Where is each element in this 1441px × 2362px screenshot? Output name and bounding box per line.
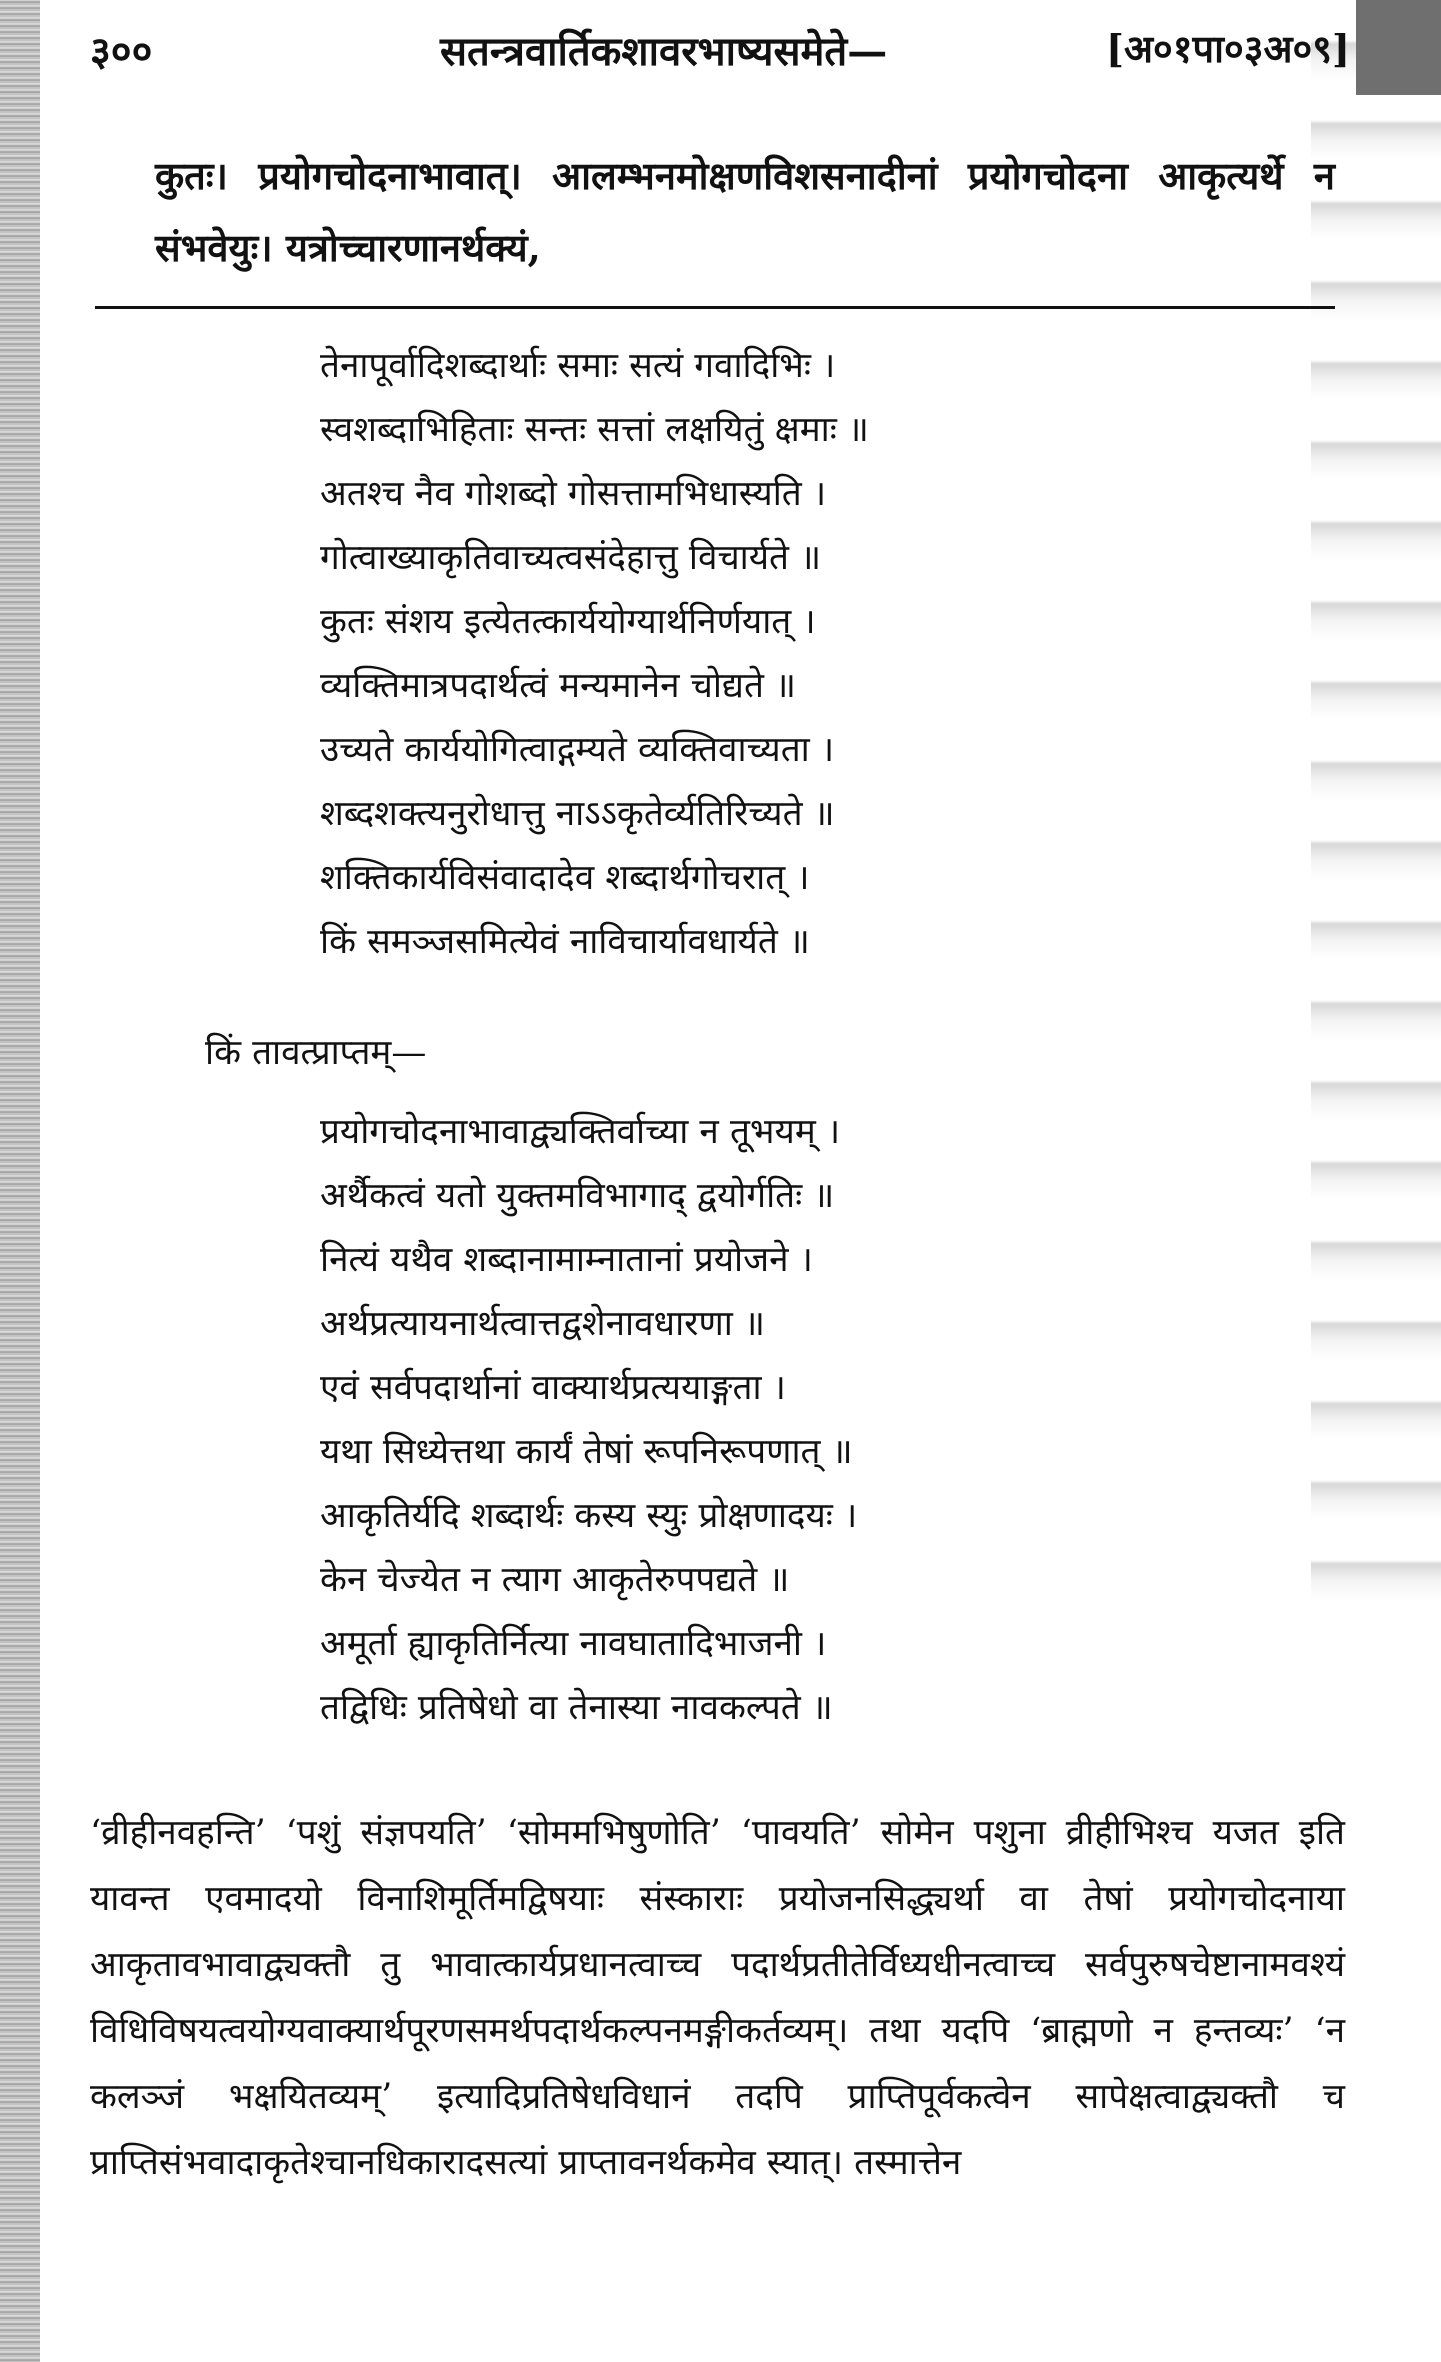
page-number: ३०० — [90, 28, 153, 75]
verse-line: अर्थप्रत्यायनार्थत्वात्तद्वशेनावधारणा ॥ — [320, 1304, 765, 1344]
page-corner-shadow — [1356, 0, 1441, 95]
verse-line: तद्विधिः प्रतिषेधो वा तेनास्या नावकल्पते ॥ — [320, 1688, 833, 1728]
bhashya-text: कुतः। प्रयोगचोदनाभावात्। आलम्भनमोक्षणविशसनादीनां प्रयोगचोदना आकृत्यर्थे न संभवेयुः। यत्रोच्चारणानर्थक्यं, — [155, 153, 1335, 270]
purvapaksha-heading: किं तावत्प्राप्तम्— — [205, 1033, 427, 1073]
verse-line: एवं सर्वपदार्थानां वाक्यार्थप्रत्ययाङ्गता । — [320, 1368, 786, 1408]
verse-line: गोत्वाख्याकृतिवाच्यत्वसंदेहात्तु विचार्यते ॥ — [320, 538, 822, 578]
verse-line: तेनापूर्वादिशब्दार्थाः समाः सत्यं गवादिभिः । — [320, 346, 836, 386]
verse-line: अमूर्ता ह्याकृतिर्नित्या नावघातादिभाजनी । — [320, 1624, 827, 1664]
verse-block-2 — [320, 1100, 1220, 1740]
verse-line: यथा सिध्येत्तथा कार्यं तेषां रूपनिरूपणात् ॥ — [320, 1432, 853, 1472]
verse-line: प्रयोगचोदनाभावाद्व्यक्तिर्वाच्या न तूभयम् । — [320, 1112, 841, 1152]
verse-line: उच्यते कार्ययोगित्वाद्गम्यते व्यक्तिवाच्यता । — [320, 730, 835, 770]
verse-line: केन चेज्येत न त्याग आकृतेरुपपद्यते ॥ — [320, 1560, 790, 1600]
section-reference: [अ०१पा०३अ०९] — [1105, 26, 1350, 71]
verse-block-1 — [320, 334, 1220, 974]
verse-line: स्वशब्दाभिहिताः सन्तः सत्तां लक्षयितुं क्षमाः ॥ — [320, 410, 869, 450]
verse-line: अर्थैकत्वं यतो युक्तमविभागाद् द्वयोर्गतिः ॥ — [320, 1176, 835, 1216]
verse-line: नित्यं यथैव शब्दानामाम्नातानां प्रयोजने । — [320, 1240, 813, 1280]
verse-line: व्यक्तिमात्रपदार्थत्वं मन्यमानेन चोद्यते ॥ — [320, 666, 797, 706]
divider-rule — [95, 306, 1335, 309]
page-header — [90, 22, 1350, 86]
verse-line: कुतः संशय इत्येतत्कार्ययोग्यार्थनिर्णयात् । — [320, 602, 816, 642]
verse-line: अतश्च नैव गोशब्दो गोसत्तामभिधास्यति । — [320, 474, 827, 514]
verse-line: किं समञ्जसमित्येवं नाविचार्यावधार्यते ॥ — [320, 922, 810, 962]
verse-line: शक्तिकार्यविसंवादादेव शब्दार्थगोचरात् । — [320, 858, 810, 898]
verse-line: शब्दशक्त्यनुरोधात्तु नाऽऽकृतेर्व्यतिरिच्यते ॥ — [320, 794, 835, 834]
page-left-shadow — [0, 0, 40, 2362]
running-title: सतन्त्रवार्तिकशावरभाष्यसमेते— — [440, 28, 888, 75]
verse-line: आकृतिर्यदि शब्दार्थः कस्य स्युः प्रोक्षणादयः । — [320, 1496, 858, 1536]
commentary-text: ‘व्रीहीनवहन्ति’ ‘पशुं संज्ञपयति’ ‘सोममभिषुणोति’ ‘पावयति’ सोमेन पशुना व्रीहीभिश्च यजत इति यावन्त एवमादयो विनाशिमूर्तिमद्विषयाः संस्काराः प्रयोजनसिद्ध्यर्था वा तेषां प्रयोगचोदनाया आकृतावभावाद्व्यक्तौ तु भावात्कार्यप्रधानत्वाच्च पदार्थप्रतीतेर्विध्यधीनत्वाच्च सर्वपुरुषचेष्टानामवश्यं विधिविषयत्वयोग्यवाक्यार्थपूरणसमर्थपदार्थकल्पनमङ्गीकर्तव्यम्। तथा यदपि ‘ब्राह्मणो न हन्तव्यः’ ‘न कलञ्जं भक्षयितव्यम्’ इत्यादिप्रतिषेधविधानं तदपि प्राप्तिपूर्वकत्वेन सापेक्षत्वाद्व्यक्तौ च प्राप्तिसंभवादाकृतेश्चानधिकारादसत्यां प्राप्तावनर्थकमेव स्यात्। तस्मात्तेन — [90, 1813, 1345, 2183]
